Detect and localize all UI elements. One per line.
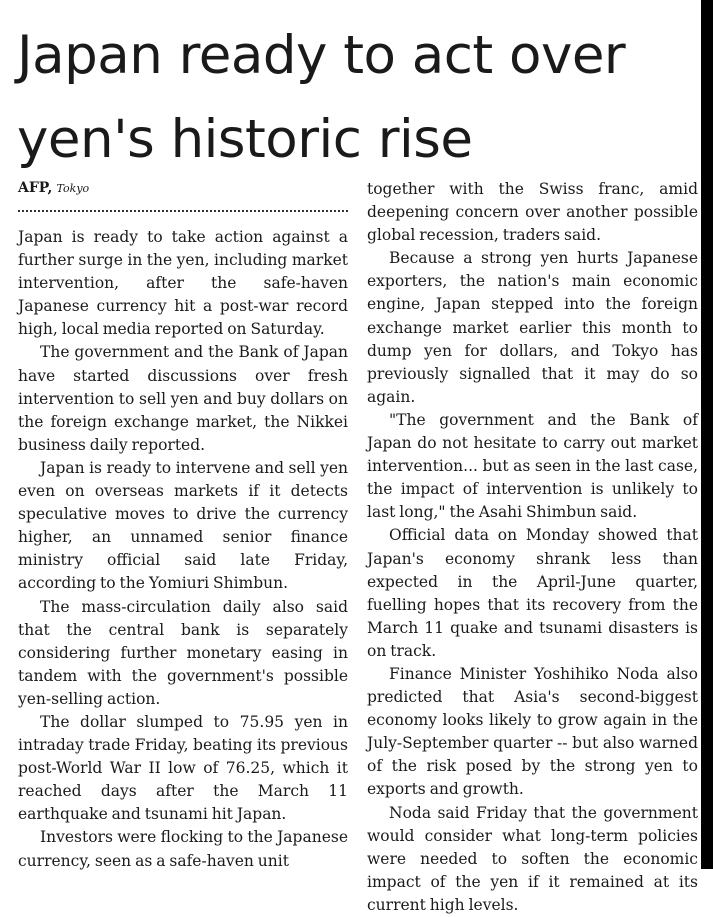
paragraph: Noda said Friday that the government would consider what long-term policies were needed to soften the economic impact of the yen if it remained at its current high levels. xyxy=(367,803,698,914)
paragraph: "The government and the Bank of Japan do not hesitate to carry out market intervention... but as seen in the last case, the impact of intervention is unlikely to last long," the Asahi Shimbun said. xyxy=(367,410,698,522)
paragraph: Finance Minister Yoshihiko Noda also predicted that Asia's second-biggest economy looks likely to grow again in the July-September quarter -- but also warned of the risk posed by the strong yen to exports and growth. xyxy=(367,664,698,799)
paragraph: Official data on Monday showed that Japan's economy shrank less than expected in the April-June quarter, fuelling hopes that its recovery from the March 11 quake and tsunami disasters is on track. xyxy=(367,526,698,660)
paragraph: Japan is ready to intervene and sell yen even on overseas markets if it detects speculative moves to drive the currency higher, an unnamed senior finance ministry official said late Friday, according to the Yomiuri Shimbun. xyxy=(18,458,348,593)
headline: Japan ready to act over yen's historic rise xyxy=(17,25,626,170)
paragraph: The mass-circulation daily also said that the central bank is separately considering further monetary easing in tandem with the government's possible yen-selling action. xyxy=(18,597,348,708)
paragraph: together with the Swiss franc, amid deepening concern over another possible global recession, traders said. xyxy=(367,180,698,245)
article-column-right xyxy=(367,178,698,917)
paragraph: Investors were flocking to the Japanese currency, seen as a safe-haven unit xyxy=(18,828,348,870)
paragraph: The government and the Bank of Japan have started discussions over fresh intervention to sell yen and buy dollars on the foreign exchange market, the Nikkei business daily reported. xyxy=(18,343,348,454)
byline xyxy=(18,180,89,196)
paragraph: The dollar slumped to 75.95 yen in intraday trade Friday, beating its previous post-World War II low of 76.25, which it reached days after the March 11 earthquake and tsunami hit Japan. xyxy=(18,712,348,824)
byline-location: Tokyo xyxy=(56,182,90,195)
byline-agency: AFP, xyxy=(18,180,53,196)
paragraph: Japan is ready to take action against a further surge in the yen, including market intervention, after the safe-haven Japanese currency hit a post-war record high, local media reported on Saturday. xyxy=(18,228,348,339)
dotted-separator xyxy=(18,210,348,212)
paragraph: Because a strong yen hurts Japanese exporters, the nation's main economic engine, Japan stepped into the foreign exchange market earlier this month to dump yen for dollars, and Tokyo has previously signalled that it may do so again. xyxy=(367,249,698,406)
article-column-left xyxy=(18,226,348,873)
